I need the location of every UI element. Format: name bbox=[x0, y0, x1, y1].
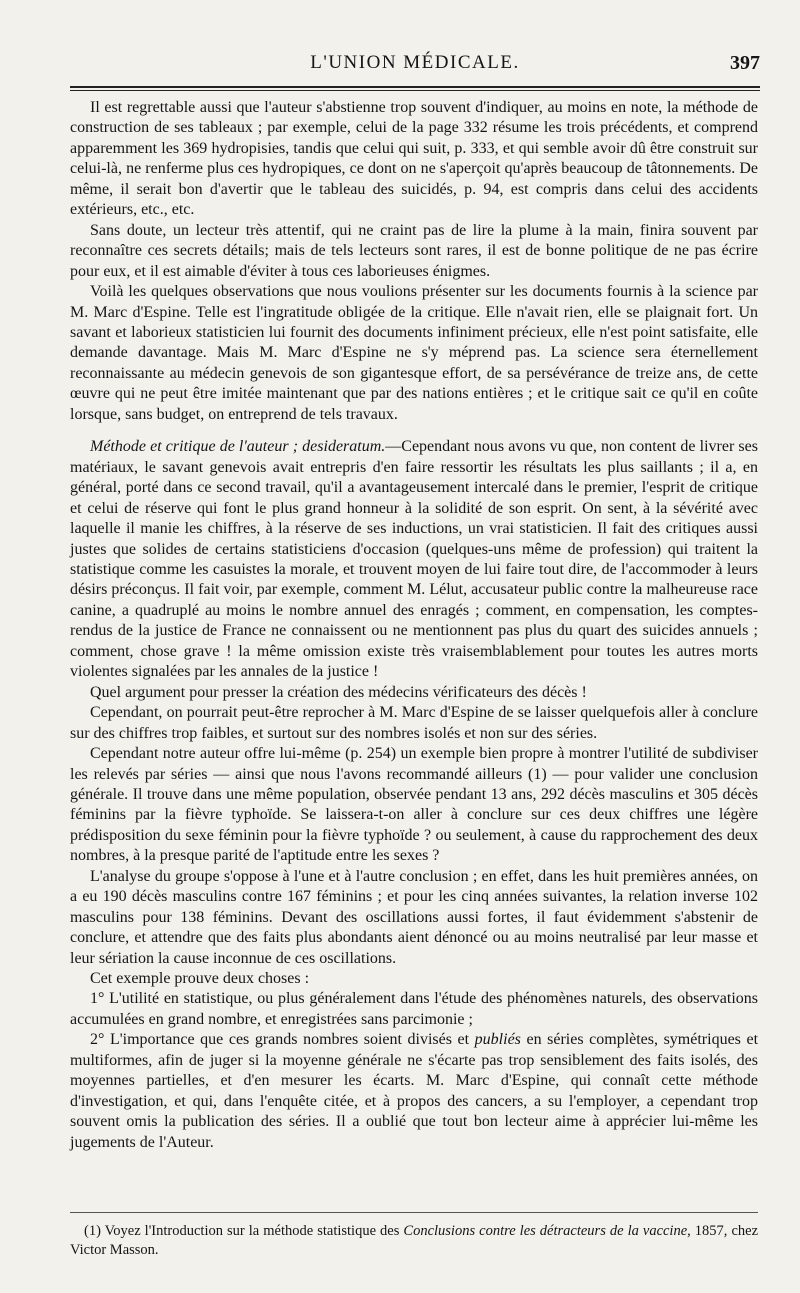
footnote-text: (1) Voyez l'Introduction sur la méthode statistique des bbox=[84, 1223, 400, 1239]
paragraph: Il est regrettable aussi que l'auteur s'abstienne trop souvent d'indiquer, au moins en note, la méthode de construction de ses tableaux ; par exemple, celui de la page 332 résume les trois précédents, et comprend apparemment les 369 hydropisies, tandis que celui qui suit, p. 333, et qui semble avoir dû être construit sur celui-là, ne renferme plus ces hydropiques, ce dont on ne s'aperçoit qu'après beaucoup de tâtonnements. De même, il serait bon d'avertir que le tableau des suicidés, p. 94, est compris dans celui des accidents extérieurs, etc., etc. bbox=[70, 99, 758, 219]
footnote-rule bbox=[70, 1212, 758, 1213]
paragraph: Quel argument pour presser la création des médecins vérificateurs des décès ! bbox=[90, 683, 587, 701]
page-header bbox=[70, 52, 760, 80]
page-number: 397 bbox=[730, 52, 760, 74]
paragraph: Cet exemple prouve deux choses : bbox=[90, 970, 310, 988]
paragraph: Cependant, on pourrait peut-être reprocher à M. Marc d'Espine de se laisser quelquefois aller à conclure sur des chiffres trop faibles, et surtout sur des nombres isolés et non sur des séries. bbox=[70, 704, 758, 742]
section-paragraph bbox=[70, 437, 758, 682]
header-rule bbox=[70, 86, 760, 91]
footnote-text: , 1857, chez Victor Masson. bbox=[70, 1223, 759, 1258]
paragraph-text: 2° L'importance que ces grands nombres soient divisés et bbox=[90, 1031, 470, 1049]
running-title: L'UNION MÉDICALE. bbox=[310, 52, 520, 73]
section-heading: Méthode et critique de l'auteur ; desideratum. bbox=[90, 438, 386, 456]
paragraph: L'analyse du groupe s'oppose à l'une et à l'autre conclusion ; en effet, dans les huit premières années, on a eu 190 décès masculins contre 167 féminins ; et pour les cinq années suivantes, la relation inverse 102 masculins pour 138 féminins. Devant des oscillations aussi fortes, il faut évidemment s'abstenir de conclure, et attendre que des faits plus abondants aient dénoncé ou au moins neutralisé par leur masse et leur sériation la cause inconnue de ces oscillations. bbox=[70, 867, 758, 967]
list-item: 1° L'utilité en statistique, ou plus généralement dans l'étude des phénomènes naturels, des observations accumulées en grand nombre, et enregistrées sans parcimonie ; bbox=[70, 990, 758, 1028]
emphasis: publiés bbox=[474, 1031, 521, 1049]
list-item bbox=[70, 1030, 758, 1153]
footnote-title: Conclusions contre les détracteurs de la vaccine bbox=[403, 1223, 688, 1239]
footnote bbox=[70, 1222, 758, 1260]
paragraph: Voilà les quelques observations que nous voulions présenter sur les documents fournis à la science par M. Marc d'Espine. Telle est l'ingratitude obligée de la critique. Elle n'avait rien, elle se plaignait fort. Un savant et laborieux statisticien lui fournit des documents infiniment précieux, elle n'est point satisfaite, elle demande davantage. Mais M. Marc d'Espine ne s'y méprend pas. La science sera éternellement reconnaissante au médecin genevois de son gigantesque effort, de sa persévérance de treize ans, de cette œuvre qui ne peut être imitée maintenant que par des nations entières ; et le critique sait ce qu'il en coûte lorsque, sans budget, on entreprend de tels travaux. bbox=[70, 283, 758, 423]
paragraph-text: en séries complètes, symétriques et multiformes, afin de juger si la moyenne générale ne s'écarte pas trop sensiblement des faits isolés, des moyennes partielles, et d'en mesurer les écarts. M. Marc d'Espine, qui connaît cette méthode d'investigation, et qui, dans l'enquête citée, et à propos des cancers, a su l'employer, a cependant trop souvent omis la publication des séries. Il a oublié que tout bon lecteur aime à apprécier lui-même les jugements de l'Auteur. bbox=[70, 1031, 759, 1151]
paragraph-text: —Cependant nous avons vu que, non content de livrer ses matériaux, le savant genevois avait entrepris d'en faire ressortir les résultats les plus saillants ; il a, en général, porté dans ce second travail, qu'il a avantageusement intercalé dans le premier, l'esprit de critique et celui de réserve qui font le plus grand honneur à la solidité de son esprit. On sent, à la sévérité avec laquelle il manie les chiffres, à la réserve de ses inductions, un vrai statisticien. Il fait des critiques aussi justes que solides de certains statisticiens d'occasion (quelques-uns même de profession) qui traitent la statistique comme les casuistes la morale, et trouvent moyen de lui faire tout dire, de l'accommoder à leurs désirs préconçus. Il fait voir, par exemple, comment M. Lélut, accusateur public contre la malheureuse race canine, a quadruplé au moins le nombre annuel des enragés ; comment, en compensation, les comptes-rendus de la justice de France ne connaissent ou ne mentionnent pas plus du quart des suicides annuels ; comment, chose grave ! la même omission existe très vraisemblablement pour toutes les autres morts violentes signalées par les annales de la justice ! bbox=[70, 438, 758, 681]
article-body bbox=[70, 98, 758, 1153]
paragraph: Sans doute, un lecteur très attentif, qui ne craint pas de lire la plume à la main, finira souvent par reconnaître ces secrets détails; mais de tels lecteurs sont rares, il est de bonne politique de ne pas écrire pour eux, et il est aimable d'éviter à tous ces laborieuses énigmes. bbox=[70, 221, 758, 280]
paragraph: Cependant notre auteur offre lui-même (p. 254) un exemple bien propre à montrer l'utilité de subdiviser les relevés par séries — ainsi que nous l'avons recommandé ailleurs (1) — pour valider une conclusion générale. Il trouve dans une même population, observée pendant 13 ans, 292 décès masculins et 305 décès féminins par la fièvre typhoïde. Se laissera-t-on aller à conclure sur ces deux chiffres une légère prédisposition du sexe féminin pour la fièvre typhoïde ? ou seulement, à cause du rapprochement des deux nombres, à la presque parité de l'aptitude entre les sexes ? bbox=[70, 745, 758, 865]
